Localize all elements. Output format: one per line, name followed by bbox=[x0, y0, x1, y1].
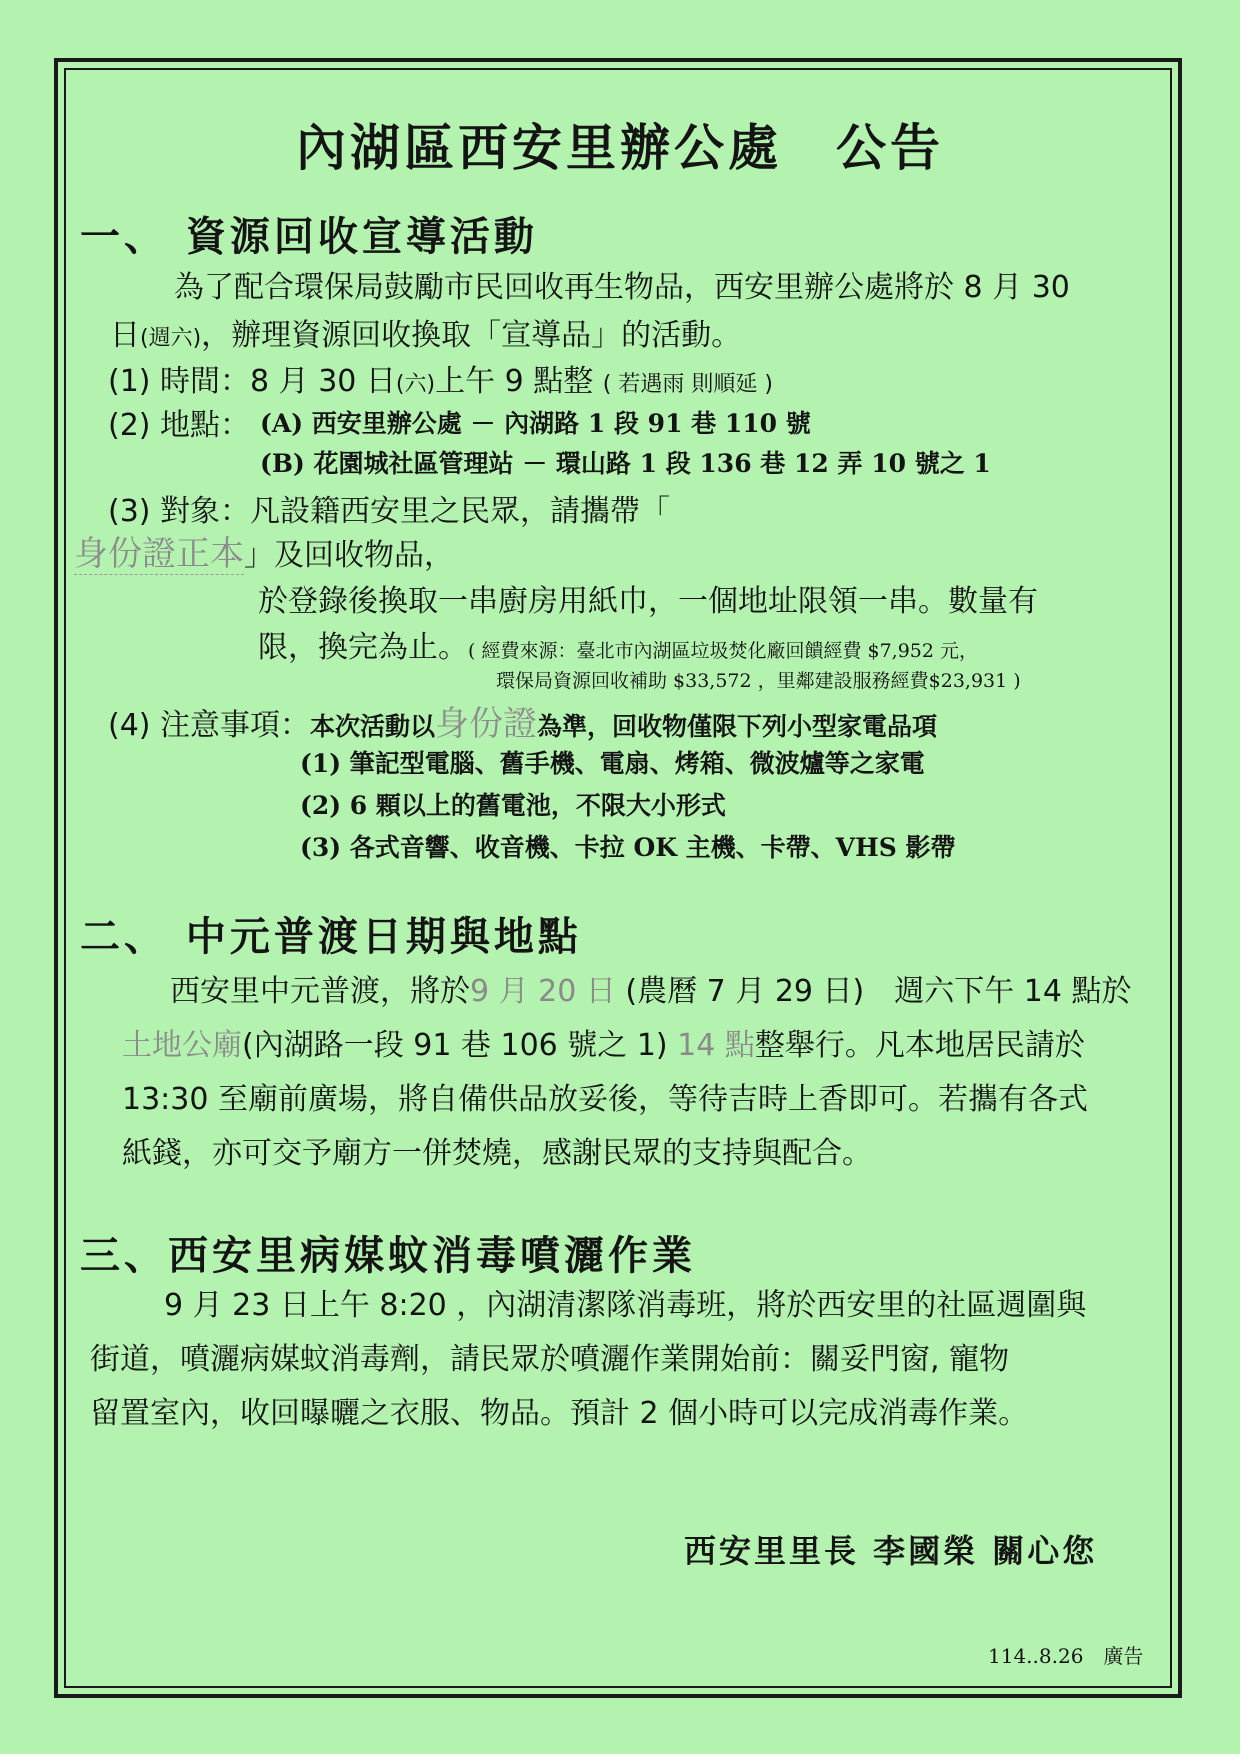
section-3-line1: 9 月 23 日上午 8:20 ，內湖清潔隊消毒班，將於西安里的社區週圍與 bbox=[164, 1288, 1087, 1323]
id-card-line: 身份證正本」及回收物品， bbox=[74, 534, 454, 574]
section-2-heading: 二、 中元普渡日期與地點 bbox=[80, 913, 582, 960]
exchange-line2: 限，換完為止。( 經費來源：臺北市內湖區垃圾焚化廠回饋經費 $7,952 元， bbox=[258, 630, 979, 665]
recycle-item-3: (3) 各式音響、收音機、卡拉 OK 主機、卡帶、VHS 影帶 bbox=[300, 833, 956, 862]
section-2-line1: 西安里中元普渡，將於9 月 20 日 (農曆 7 月 29 日) 週六下午 14 點於 bbox=[170, 974, 1132, 1009]
section-3-heading: 三、西安里病媒蚊消毒噴灑作業 bbox=[80, 1232, 696, 1279]
section-3-line3: 留置室內，收回曝曬之衣服、物品。預計 2 個小時可以完成消毒作業。 bbox=[90, 1396, 1029, 1431]
page-title: 內湖區西安里辦公處 公告 bbox=[296, 118, 944, 177]
notice-line: (4) 注意事項：本次活動以身份證為準，回收物僅限下列小型家電品項 bbox=[108, 704, 938, 744]
section-1-intro-line1: 為了配合環保局鼓勵市民回收再生物品，西安里辦公處將於 8 月 30 bbox=[174, 270, 1070, 305]
section-1-heading: 一、 資源回收宣導活動 bbox=[80, 213, 538, 260]
section-3-line2: 街道，噴灑病媒蚊消毒劑，請民眾於噴灑作業開始前：關妥門窗, 寵物 bbox=[90, 1342, 1010, 1377]
id-card-highlight: 身份證正本 bbox=[74, 534, 244, 574]
place-b: (B) 花園城社區管理站 － 環山路 1 段 136 巷 12 弄 10 號之 1 bbox=[260, 449, 991, 478]
time-line: (1) 時間：8 月 30 日(六)上午 9 點整 ( 若遇雨 則順延 ) bbox=[108, 364, 773, 399]
place-a: (A) 西安里辦公處 － 內湖路 1 段 91 巷 110 號 bbox=[260, 409, 811, 438]
recycle-item-2: (2) 6 顆以上的舊電池，不限大小形式 bbox=[300, 791, 726, 820]
funding-line2: 環保局資源回收補助 $33,572 ，里鄰建設服務經費$23,931 ) bbox=[496, 670, 1021, 692]
target-line: (3) 對象：凡設籍西安里之民眾，請攜帶「 bbox=[108, 494, 671, 529]
date-note: 114..8.26 廣告 bbox=[988, 1644, 1144, 1668]
place-label: (2) 地點： bbox=[108, 408, 251, 443]
exchange-line1: 於登錄後換取一串廚房用紙巾，一個地址限領一串。數量有 bbox=[258, 584, 1038, 619]
signature: 西安里里長 李國榮 關心您 bbox=[684, 1532, 1098, 1570]
recycle-item-1: (1) 筆記型電腦、舊手機、電扇、烤箱、微波爐等之家電 bbox=[300, 749, 925, 778]
section-2-line3: 13:30 至廟前廣場，將自備供品放妥後，等待吉時上香即可。若攜有各式 bbox=[122, 1082, 1088, 1117]
section-2-line2: 土地公廟(內湖路一段 91 巷 106 號之 1) 14 點整舉行。凡本地居民請於 bbox=[122, 1028, 1085, 1063]
section-2-line4: 紙錢，亦可交予廟方一併焚燒，感謝民眾的支持與配合。 bbox=[122, 1136, 872, 1171]
section-1-intro-line2: 日(週六)，辦理資源回收換取「宣導品」的活動。 bbox=[110, 318, 742, 353]
